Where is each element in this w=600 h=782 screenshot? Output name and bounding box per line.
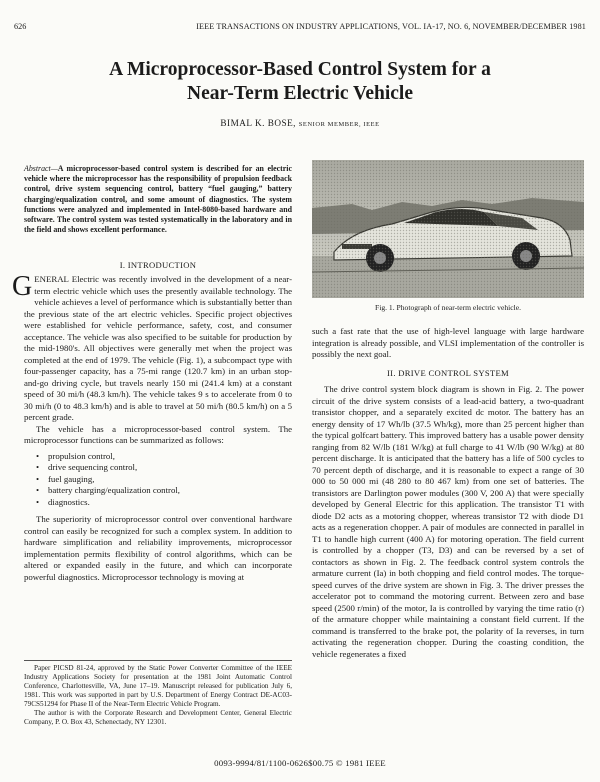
list-item: • diagnostics. [36, 497, 292, 509]
vehicle-photo-image [312, 160, 584, 298]
intro-paragraph-3: The superiority of microprocessor control over conventional hardware control can easily be recognized for such a complex system. In addition to hardware simplification and reliability improvements, microprocessor implementation permits flexibility of control algorithms, which can be altered or expanded easily in the future, and which can incorporate powerful diagnostics. Microprocessor technology is moving at [24, 514, 292, 582]
function-list [24, 451, 292, 509]
list-item: • propulsion control, [36, 451, 292, 463]
page-number: 626 [14, 22, 27, 31]
right-paragraph-2: The drive control system block diagram is shown in Fig. 2. The power circuit of the drive system consists of a lead-acid battery, a two-quadrant transistor chopper, and a separately excited dc motor. The battery has an energy density of 17 Wh/lb (37.5 Wh/kg), more than 25 percent higher than the typical golfcart battery. This improved battery has a usable power density ranging from 82 W/lb (181 W/kg) at full charge to 41 W/lb (90 W/kg) at 80 percent discharge. It is anticipated that the battery has a life of 500 cycles to 70 percent depth of discharge, and it is reasonable to expect a range of 30 000 to 50 000 mi (48 280 to 80 467 km) from one set of batteries. The transistors are Darlington power modules (300 V, 200 A) that were specially developed by General Electric for this application. The transistor T1 with diode D2 acts as a motoring chopper, whereas transistor T2 with diode D1 acts as a regeneration chopper. A pair of modules are connected in parallel in T1 to handle high current (400 A) for motoring operation. The field current is controlled by a chopper (T3, D3) and can be reversed by a set of contactors as shown in Fig. 2. The feedback control system controls the armature current (Ia) in both chopping and field control modes. The torque-speed curves of the drive system are shown in Fig. 3. The driver presses the accelerator pot to command the motoring current. Between zero and base speed (2500 r/min) of the motor, Ia is controlled by varying the time ratio (r) of the armature chopper while maintaining a constant field current. If the command is transferred to the brake pot, the polarity of Ia reverses, in turn activating the regeneration chopper. During the coasting condition, the vehicle regenerates a fixed [312, 384, 584, 659]
title-line-2: Near-Term Electric Vehicle [187, 83, 413, 104]
list-item: • battery charging/equalization control, [36, 485, 292, 497]
drop-cap: G [12, 271, 33, 302]
abstract [24, 164, 292, 235]
list-item: • drive sequencing control, [36, 462, 292, 474]
left-column [12, 271, 292, 583]
intro-paragraph-2: The vehicle has a microprocessor-based control system. The microprocessor functions can be summarized as follows: [24, 423, 292, 445]
title-line-1: A Microprocessor-Based Control System for a [109, 59, 491, 80]
copyright-footer: 0093-9994/81/1100-0626$00.75 © 1981 IEEE [214, 758, 386, 768]
footnote [24, 660, 292, 727]
vehicle-photo [312, 160, 584, 298]
author-name: BIMAL K. BOSE, [220, 118, 296, 128]
right-paragraph-1: such a fast rate that the use of high-level language with large hardware integration is already possible, and VLSI implementation of the controller is possibly the next goal. [312, 326, 584, 359]
footnote-paragraph-1: Paper PICSD 81-24, approved by the Static Power Converter Committee of the IEEE Industry Applications Society for presentation at the 1981 Joint Automatic Control Conference, Charlottesville, VA, June 17–19. Manuscript released for publication July 6, 1981. This work was supported in part by U.S. Department of Energy Contract DE-AC03-79CS51294 for Phase II of the Near-Term Electric Vehicle Program. [24, 664, 292, 708]
running-head: IEEE TRANSACTIONS ON INDUSTRY APPLICATIONS, VOL. IA-17, NO. 6, NOVEMBER/DECEMBER 1981 [196, 22, 586, 31]
footnote-paragraph-2: The author is with the Corporate Research and Development Center, General Electric Company, P. O. Box 43, Schenectady, NY 12301. [24, 709, 292, 726]
abstract-label: Abstract— [24, 164, 58, 173]
intro-paragraph-1: GENERAL Electric was recently involved in the development of a near-term electric vehicle which uses the presently available technology. The vehicle achieves a level of performance which is substantially better than the previous state of the art electric vehicles. Specific project objectives were established for vehicle performance, safety, cost, and consumer acceptance. The vehicle was also specified to be suitable for production by the mid-1980's. All objectives were generally met when the project was completed at the end of 1979. The vehicle (Fig. 1), a subcompact type with four-passenger capacity, has a 75-mi range (120.7 km) in an urban stop-and-go driving cycle, but travels nearly 150 mi (241.4 km) at a constant speed of 30 mi/h (48.3 km/h). The vehicle takes 9 s to accelerate from 0 to 30 mi/h (0 to 48.3 km/h) and is able to travel at 50 mi/h (80.5 km/h) on a 5 percent grade. [12, 271, 292, 422]
paper-title [0, 58, 600, 106]
running-header [14, 22, 586, 34]
author-line [0, 118, 600, 128]
author-membership: SENIOR MEMBER, IEEE [298, 121, 380, 128]
figure-caption: Fig. 1. Photograph of near-term electric vehicle. [375, 303, 521, 312]
abstract-text: A microprocessor-based control system is described for an electric vehicle where the microprocessor has the responsibility of propulsion feedback control, drive system sequencing control, battery “fuel gauging,” battery charging/equalization control, and some amount of diagnostics. The system functions were analyzed and implemented in Intel-8080-based hardware and software. The control system was tested systematically in the laboratory and in the field and shows excellent performance. [24, 164, 292, 235]
right-column [312, 326, 584, 660]
list-item: • fuel gauging, [36, 474, 292, 486]
section-heading-introduction: I. INTRODUCTION [119, 260, 197, 270]
section-heading-drive-control: II. DRIVE CONTROL SYSTEM [387, 367, 509, 378]
